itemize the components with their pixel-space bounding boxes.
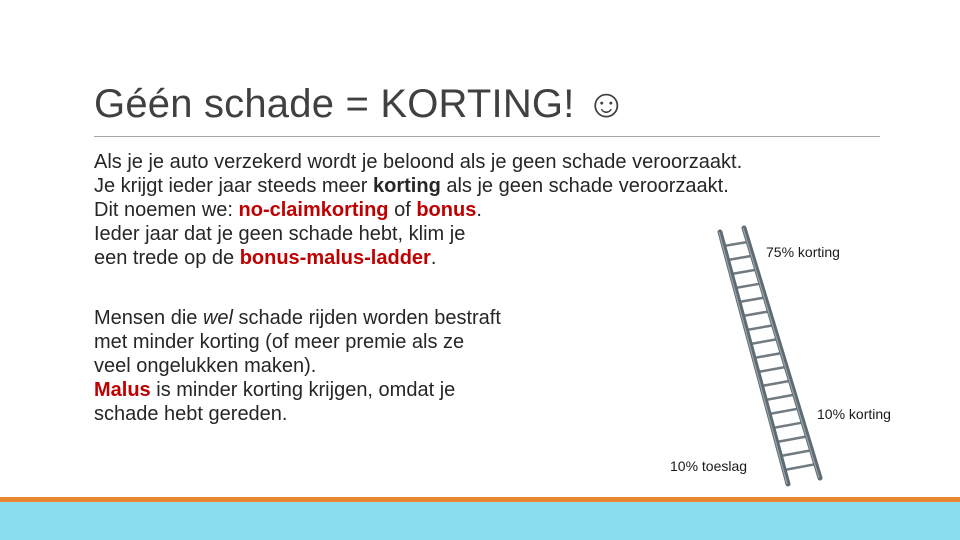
- malus-paragraph: [94, 306, 501, 426]
- title-divider: [94, 136, 880, 137]
- ladder-rung: [754, 353, 782, 358]
- ladder-label-top: 75% korting: [766, 244, 840, 260]
- text-line: Mensen die wel schade rijden worden bestraft: [94, 307, 501, 329]
- text-line: Dit noemen we: no-claimkorting of bonus.: [94, 199, 482, 221]
- text-line: Ieder jaar dat je geen schade hebt, klim je: [94, 223, 466, 245]
- emphasis-wel: wel: [202, 307, 233, 329]
- text-line: schade hebt gereden.: [94, 403, 288, 425]
- ladder-rung: [780, 450, 811, 456]
- text-line: Je krijgt ieder jaar steeds meer korting als je geen schade veroorzaakt.: [94, 175, 729, 197]
- ladder-rung: [743, 311, 770, 316]
- ladder-rung: [746, 325, 773, 330]
- ladder-label-bottom: 10% toeslag: [670, 458, 748, 474]
- text-line: Als je je auto verzekerd wordt je beloond als je geen schade veroorzaakt.: [94, 151, 743, 173]
- ladder-label-middle: 10% korting: [817, 406, 891, 422]
- ladder-rung: [731, 270, 756, 274]
- footer-accent-blue: [0, 502, 960, 540]
- emphasis-no-claimkorting: no-claimkorting: [238, 199, 389, 221]
- emphasis-bonus: bonus: [416, 199, 477, 221]
- emphasis-bonus-malus-ladder: bonus-malus-ladder: [239, 247, 431, 269]
- ladder-rung: [728, 256, 753, 260]
- ladder-rung: [739, 297, 765, 302]
- ladder-rung: [758, 367, 786, 372]
- ladder-rung: [773, 422, 803, 428]
- text-line: een trede op de bonus-malus-ladder.: [94, 247, 437, 269]
- ladder-rung: [784, 464, 816, 470]
- ladder-rung: [777, 436, 808, 442]
- ladder-rung: [769, 409, 799, 414]
- ladder-rung: [735, 284, 761, 288]
- ladder-rung: [750, 339, 778, 344]
- ladder-rung: [762, 381, 791, 386]
- ladder-rung: [724, 242, 748, 246]
- slide-title: Géén schade = KORTING! ☺: [94, 82, 627, 126]
- emphasis-korting: korting: [373, 175, 441, 197]
- text-line: Malus is minder korting krijgen, omdat je: [94, 379, 456, 401]
- intro-paragraph: [94, 150, 742, 270]
- ladder-rung: [765, 395, 794, 400]
- ladder-illustration: [700, 222, 850, 492]
- text-line: met minder korting (of meer premie als ze: [94, 331, 465, 353]
- text-line: veel ongelukken maken).: [94, 355, 317, 377]
- emphasis-malus: Malus: [94, 379, 151, 401]
